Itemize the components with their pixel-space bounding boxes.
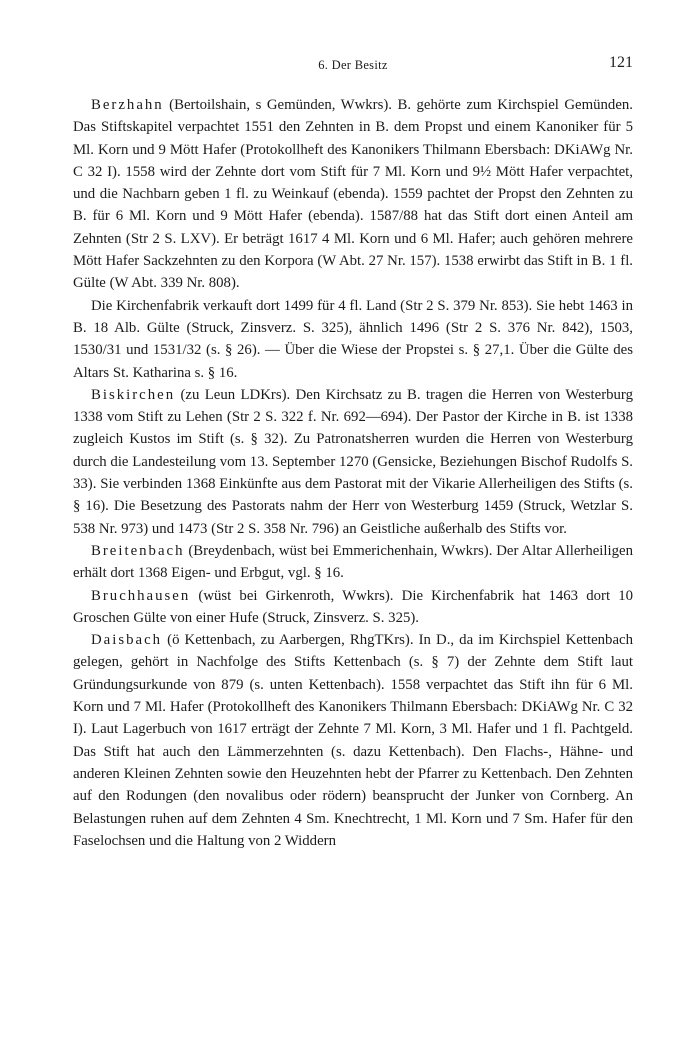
entry-head: Daisbach [91, 632, 163, 649]
paragraph-kirchenfabrik [73, 295, 633, 384]
entry-head: Biskirchen [91, 386, 176, 403]
paragraph-text: Die Kirchenfabrik verkauft dort 1499 für 4 fl. Land (Str 2 S. 379 Nr. 853). Sie hebt 1463 in B. 18 Alb. Gülte (Struck, Zinsverz. S. 325), ähnlich 1496 (Str 2 S. 376 Nr. 842), 1503, 1530/31 und 1531/32 (s. § 26). — Über die Wiese der Propstei s. § 27,1. Über die Gülte des Altars St. Katharina s. § 16. [73, 297, 633, 381]
entry-head: Breitenbach [91, 542, 185, 559]
entry-biskirchen [73, 384, 633, 540]
entry-text: (Breydenbach, wüst bei Emmerichenhain, Wwkrs). Der Altar Allerheiligen erhält dort 1368 Eigen- und Erbgut, vgl. § 16. [73, 542, 633, 582]
entry-text: (Bertoilshain, s Gemünden, Wwkrs). B. gehörte zum Kirchspiel Gemünden. Das Stiftskapitel verpachtet 1551 den Zehnten in B. dem Propst und einem Kanoniker für 5 Ml. Korn und 9 Mött Hafer (Protokollheft des Kanonikers Thilmann Ebersbach: DKiAWg Nr. C 32 I). 1558 wird der Zehnte dort vom Stift für 7 Ml. Korn und 9½ Mött Hafer verpachtet, und die Nachbarn geben 1 fl. zu Weinkauf (ebenda). 1559 pachtet der Propst den Zehnten zu B. für 6 Ml. Korn und 9 Mött Hafer (ebenda). 1587/88 hat das Stift dort einen Anteil am Zehnten (Str 2 S. LXV). Er beträgt 1617 4 Ml. Korn und 6 Ml. Hafer; auch gehören mehrere Mött Hafer Sackzehnten zu den Korpora (W Abt. 27 Nr. 157). 1538 erwirbt das Stift in B. 1 fl. Gülte (W Abt. 339 Nr. 808). [73, 97, 633, 292]
entry-text: (wüst bei Girkenroth, Wwkrs). Die Kirchenfabrik hat 1463 dort 10 Groschen Gülte von einer Hufe (Struck, Zinsverz. S. 325). [73, 587, 633, 626]
entry-head: Berzhahn [91, 97, 164, 113]
entry-bruchhausen [73, 585, 633, 630]
entry-breitenbach [73, 540, 633, 585]
entry-text: (ö Kettenbach, zu Aarbergen, RhgTKrs). In D., da im Kirchspiel Kettenbach gelegen, gehört in Nachfolge des Stifts Kettenbach (s. § 7) der Zehnte dem Stift laut Gründungsurkunde von 879 (s. unten Kettenbach). 1558 verpachtet das Stift ihn für 6 Ml. Korn und 7 Ml. Hafer (Protokollheft des Kanonikers Thilmann Ebersbach: DKiAWg Nr. C 32 I). Laut Lagerbuch von 1617 erträgt der Zehnte 7 Ml. Korn, 3 Ml. Hafer und 1 fl. Pachtgeld. Das Stift hat auch den Lämmerzehnten (s. dazu Kettenbach). Den Flachs-, Hähne- und anderen Kleinen Zehnten sowie den Heuzehnten hebt der Pfarrer zu Kettenbach. Den Zehnten auf den Rodungen (den novalibus oder rödern) beansprucht der Junker von Cornberg. An Belastungen ruhen auf dem Zehnten 4 Sm. Knechtrecht, 1 Ml. Korn und 7 Sm. Hafer für den Faselochsen und die Haltung von 2 Widdern [73, 632, 633, 849]
running-head: 6. Der Besitz [318, 58, 388, 72]
body-text [73, 94, 633, 852]
entry-daisbach [73, 629, 633, 852]
entry-berzhahn [73, 94, 633, 295]
entry-head: Bruchhausen [91, 587, 191, 604]
page-number: 121 [609, 54, 633, 71]
page-header [73, 50, 633, 80]
entry-text: (zu Leun LDKrs). Den Kirchsatz zu B. tragen die Herren von Westerburg 1338 vom Stift zu Lehen (Str 2 S. 322 f. Nr. 692—694). Der Pastor der Kirche in B. ist 1338 zugleich Kustos im Stift (s. § 32). Zu Patronatsherren wurden die Herren von Westerburg durch die Landesteilung vom 13. September 1270 (Gensicke, Beziehungen Bischof Rudolfs S. 33). Sie verbinden 1368 Einkünfte aus dem Pastorat mit der Vikarie Allerheiligen des Stifts (s. § 16). Die Besetzung des Pastorats nahm der Herr von Westerburg 1459 (Struck, Wetzlar S. 538 Nr. 973) und 1473 (Str 2 S. 358 Nr. 796) an Geistliche außerhalb des Stifts vor. [73, 386, 633, 537]
